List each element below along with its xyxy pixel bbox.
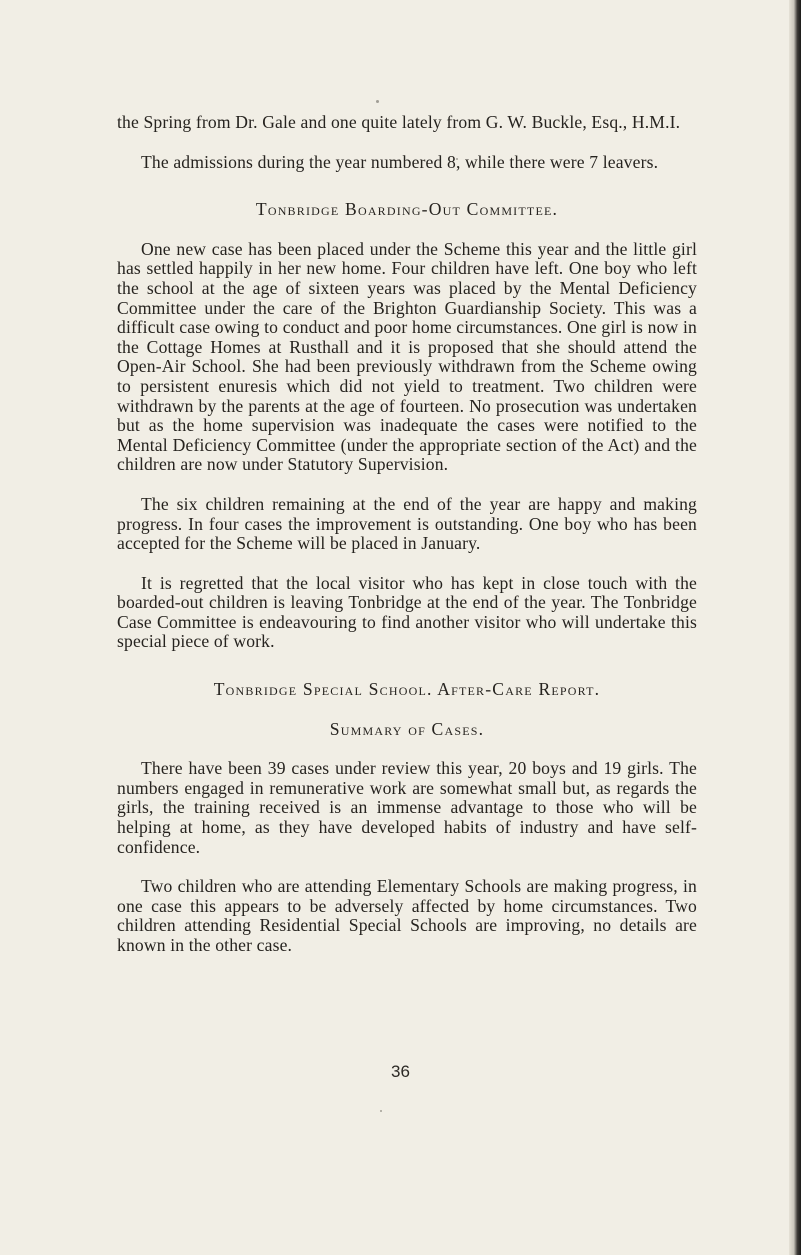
intro-paragraph-2: The admissions during the year numbered 8, while there were 7 leavers. bbox=[141, 151, 659, 172]
page-number: 36 bbox=[391, 1062, 410, 1081]
page-edge-shadow bbox=[789, 0, 801, 1255]
boarding-out-paragraph-2: The six children remaining at the end of the year are happy and making progress. In four cases the improvement is outstanding. One boy who has been accepted for the Scheme will be placed in January. bbox=[117, 493, 697, 554]
after-care-paragraph-2: Two children who are attending Elementary Schools are making progress, in one case this appears to be adversely affected by home circumstances. Two children attending Residential Special Schools are improving, no details are known in the other case. bbox=[117, 876, 697, 955]
after-care-paragraph-1: There have been 39 cases under review this year, 20 boys and 19 girls. The numbers engaged in remunerative work are somewhat small but, as regards the girls, the training received is an immense advantage to those who will be helping at home, as they have developed habits of industry and have self-confidence. bbox=[117, 758, 697, 857]
text-column bbox=[117, 113, 697, 976]
section-subheading-summary: Summary of Cases. bbox=[329, 718, 485, 739]
section-heading-after-care: Tonbridge Special School. After-Care Report. bbox=[213, 679, 601, 700]
section-heading-boarding-out: Tonbridge Boarding-Out Committee. bbox=[255, 199, 559, 220]
boarding-out-paragraph-3: It is regretted that the local visitor who has kept in close touch with the boarded-out children is leaving Tonbridge at the end of the year. The Tonbridge Case Committee is endeavouring to find another visitor who will undertake this special piece of work. bbox=[117, 572, 697, 652]
paper-speck bbox=[376, 100, 379, 103]
intro-paragraph-1: the Spring from Dr. Gale and one quite lately from G. W. Buckle, Esq., H.M.I. bbox=[117, 112, 681, 132]
boarding-out-paragraph-1: One new case has been placed under the Scheme this year and the little girl has settled happily in her new home. Four children have left. One boy who left the school at the age of sixteen years was placed by the Mental Deficiency Committee under the care of the Brighton Guardianship Society. This was a difficult case owing to conduct and poor home circumstances. One girl is now in the Cottage Homes at Rusthall and it is proposed that she should attend the Open-Air School. She had been previously withdrawn from the Scheme owing to persistent enuresis which did not yield to treatment. Two children were withdrawn by the parents at the age of fourteen. No prosecution was undertaken but as the home supervision was inadequate the cases were notified to the Mental Deficiency Committee (under the appropriate section of the Act) and the children are now under Statutory Supervision. bbox=[117, 238, 697, 475]
paper-speck bbox=[380, 1110, 382, 1112]
